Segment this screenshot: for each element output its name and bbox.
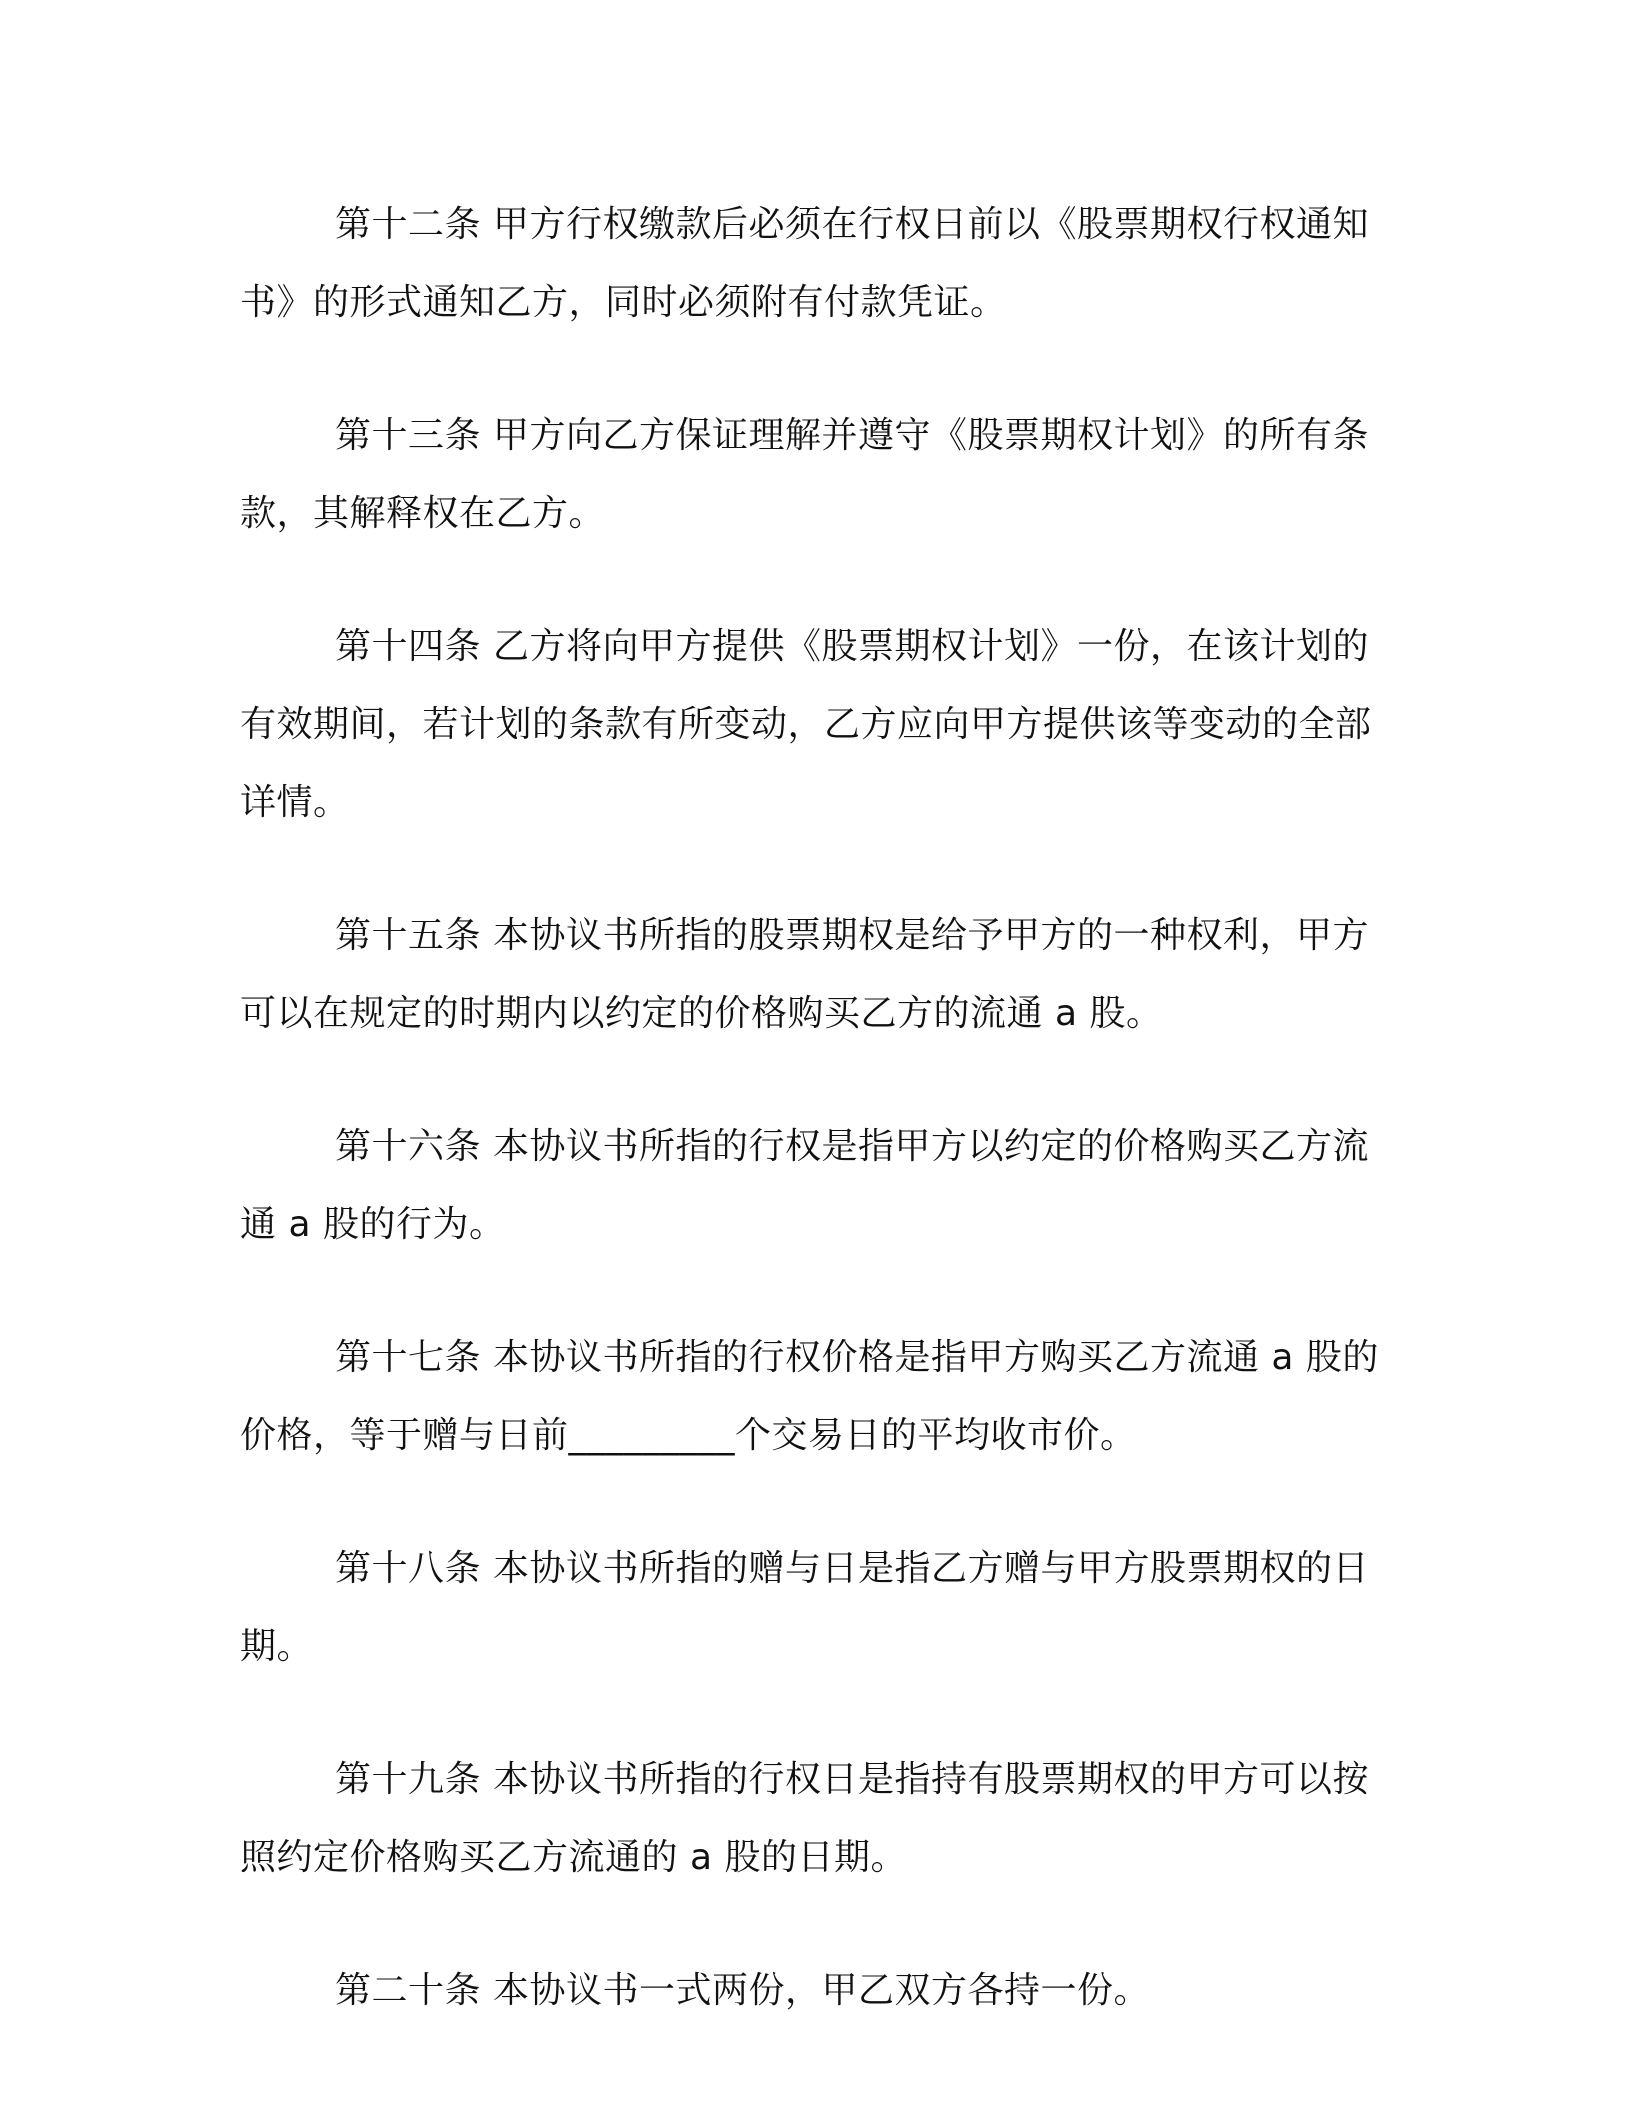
clause-20: 第二十条 本协议书一式两份，甲乙双方各持一份。 [335,1970,1150,2011]
clause-12: 第十二条 甲方行权缴款后必须在行权日前以《股票期权行权通知书》的形式通知乙方，同时必须附有付款凭证。 [240,204,1369,323]
clause-18: 第十八条 本协议书所指的赠与日是指乙方赠与甲方股票期权的日期。 [240,1548,1369,1667]
clause-16: 第十六条 本协议书所指的行权是指甲方以约定的价格购买乙方流通 a 股的行为。 [240,1126,1369,1245]
clause-14: 第十四条 乙方将向甲方提供《股票期权计划》一份，在该计划的有效期间，若计划的条款有所变动，乙方应向甲方提供该等变动的全部详情。 [240,626,1372,823]
clause-17: 第十七条 本协议书所指的行权价格是指甲方购买乙方流通 a 股的价格，等于赠与日前_________个交易日的平均收市价。 [240,1337,1379,1456]
clause-15: 第十五条 本协议书所指的股票期权是给予甲方的一种权利，甲方可以在规定的时期内以约定的价格购买乙方的流通 a 股。 [240,915,1369,1034]
document-body [240,186,1390,2085]
clause-13: 第十三条 甲方向乙方保证理解并遵守《股票期权计划》的所有条款，其解释权在乙方。 [240,415,1369,534]
clause-19: 第十九条 本协议书所指的行权日是指持有股票期权的甲方可以按照约定价格购买乙方流通的 a 股的日期。 [240,1759,1369,1878]
